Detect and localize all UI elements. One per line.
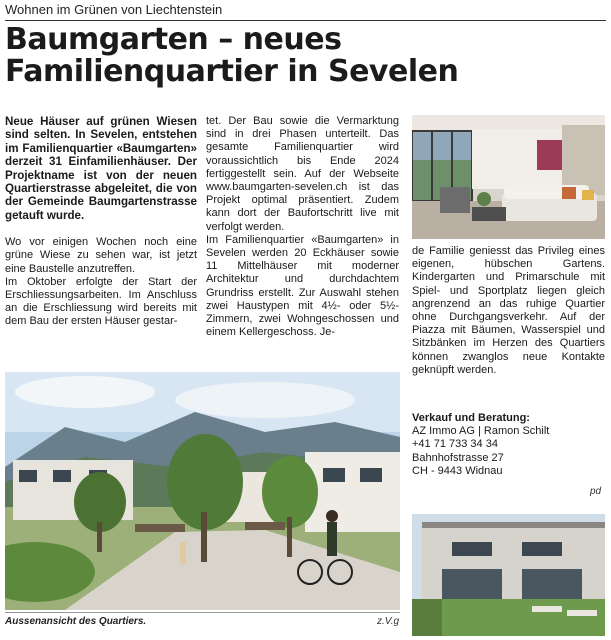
contact-block (412, 412, 605, 478)
contact-heading: Verkauf und Beratung: (412, 412, 530, 424)
contact-city: CH - 9443 Widnau (412, 464, 503, 477)
contact-phone: +41 71 733 34 34 (412, 438, 498, 451)
body-paragraph-3-part-1: Im Familienquartier «Baumgarten» in Sevelen werden 20 Eckhäuser sowie 11 Mittelhäuser mit moderner Architektur und durchdachtem Grundriss erstellt. Zur Auswahl stehen zwei Haustypen mit 4½- oder 5½-Zimmern, zwei Wohngeschossen und einem Kellergeschoss. Je- (206, 233, 399, 339)
lead-paragraph: Neue Häuser auf grünen Wiesen sind selten. In Sevelen, entstehen im Familienquartier «Baumgarten» derzeit 31 Einfamilienhäuser. Der Projektname ist von der neuen Quartierstrasse abgeleitet, die von der Gemeinde Baumgartenstrasse getauft wurde. (5, 115, 197, 222)
interior-photo (412, 115, 605, 239)
contact-company: AZ Immo AG | Ramon Schilt (412, 425, 550, 438)
kicker-rule (5, 20, 606, 21)
column-3 (412, 245, 605, 377)
caption-rule (5, 612, 400, 613)
body-paragraph-2-part-2: tet. Der Bau sowie die Vermarktung sind in drei Phasen unterteilt. Das gesamte Familienquartier wird voraussichtlich bis Ende 2024 fertiggestellt sein. Auf der Webseite www.baumgarten-sevelen.ch ist das Projekt optimal präsentiert. Zudem kann dort der Baufortschritt live mit verfolgt werden. (206, 115, 399, 233)
headline: Baumgarten – neues Familienquartier in Sevelen (5, 22, 459, 89)
column-1 (5, 115, 197, 329)
column-2 (206, 115, 399, 339)
house-photo (412, 514, 605, 636)
credit-pd: pd (590, 486, 602, 497)
body-paragraph-3-part-2: de Familie geniesst das Privileg eines eigenen, hübschen Gartens. Kindergarten und Primarschule mit Spiel- und Sportplatz liegen gleich angrenzend an das ruhige Quartier ohne Durchgangsverkehr. Auf der Piazza mit Bäumen, Wasserspiel und Sitzbänken im Herzen des Quartiers können zwanglos neue Kontakte geknüpft werden. (412, 245, 605, 376)
kicker: Wohnen im Grünen von Liechtenstein (5, 2, 223, 17)
exterior-photo (5, 372, 400, 610)
body-paragraph-1: Wo vor einigen Wochen noch eine grüne Wiese zu sehen war, ist jetzt eine Baustelle anzutreffen. (5, 236, 197, 275)
photo-credit: z.V.g (377, 616, 400, 627)
body-paragraph-2-part-1: Im Oktober erfolgte der Start der Erschliessungsarbeiten. Im Anschluss an die Erschliessung wird bereits mit dem Bau der ersten Häuser gestar- (5, 275, 197, 328)
contact-street: Bahnhofstrasse 27 (412, 451, 504, 464)
photo-caption: Aussenansicht des Quartiers. (5, 616, 147, 627)
